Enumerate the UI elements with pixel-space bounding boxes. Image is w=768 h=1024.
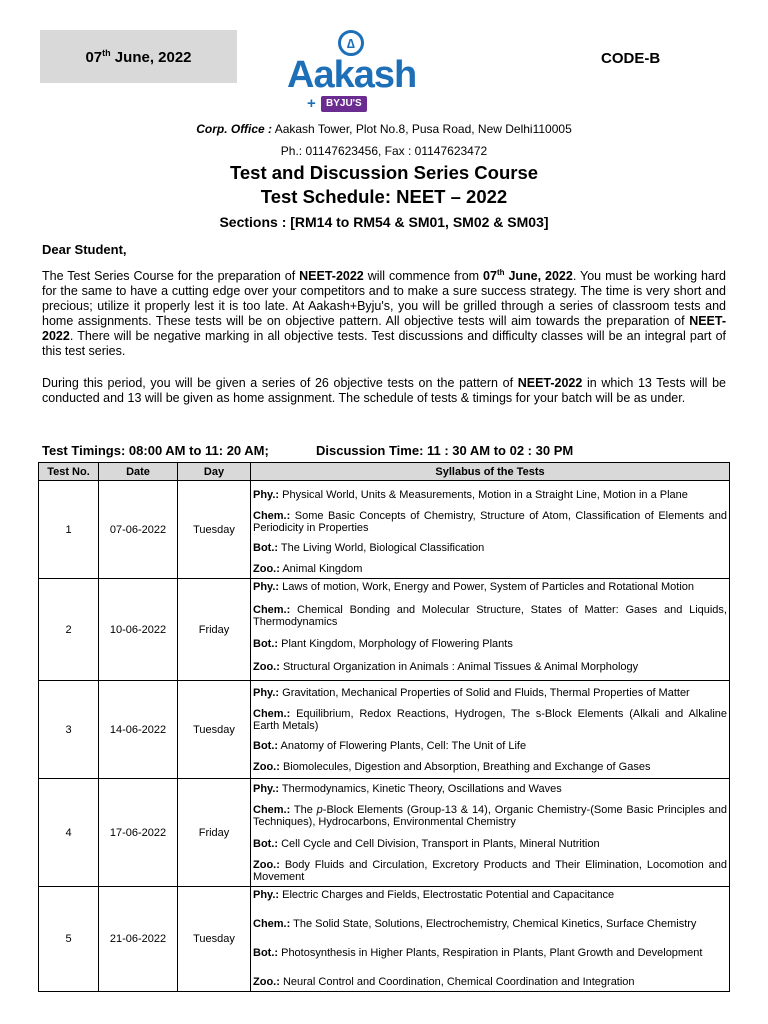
schedule-table xyxy=(38,462,730,992)
chem-line: Chem.: The Solid State, Solutions, Electrochemistry, Chemical Kinetics, Surface Chemistry xyxy=(253,918,697,930)
bot-line: Bot.: Plant Kingdom, Morphology of Flowering Plants xyxy=(253,638,513,651)
header-date: 07th June, 2022 xyxy=(85,47,192,66)
zoo-line: Zoo.: Neural Control and Coordination, Chemical Coordination and Integration xyxy=(253,976,635,988)
phy-line: Phy.: Physical World, Units & Measurements, Motion in a Straight Line, Motion in a Plane xyxy=(253,489,688,501)
header-date: Date xyxy=(99,463,178,481)
syllabus-cell xyxy=(251,779,730,887)
logo-partner: BYJU'S xyxy=(321,96,367,112)
syllabus-cell xyxy=(251,681,730,779)
test-day: Friday xyxy=(178,579,251,681)
schedule-paragraph: During this period, you will be given a series of 26 objective tests on the pattern of NEET-2022 in which 13 Tests will be conducted and 13 will be given as home assignment. The schedule of tests & timings for your batch will be as under. xyxy=(42,376,727,405)
bot-line: Bot.: The Living World, Biological Classification xyxy=(253,542,485,555)
date-box xyxy=(40,30,237,83)
discussion-timings: Discussion Time: 11 : 30 AM to 02 : 30 PM xyxy=(316,443,574,458)
test-timings: Test Timings: 08:00 AM to 11: 20 AM; xyxy=(42,443,269,458)
phy-line: Phy.: Electric Charges and Fields, Electrostatic Potential and Capacitance xyxy=(253,889,615,901)
chem-line: Chem.: Chemical Bonding and Molecular Structure, States of Matter: Gases and Liquids, Thermodynamics xyxy=(253,603,727,628)
paper-code: CODE-B xyxy=(601,50,661,67)
test-date: 07-06-2022 xyxy=(99,481,178,579)
syllabus-cell xyxy=(251,481,730,579)
syllabus-cell xyxy=(251,887,730,992)
table-row xyxy=(39,579,730,681)
office-phone: Ph.: 01147623456, Fax : 01147623472 xyxy=(280,144,488,158)
chem-line: Chem.: Equilibrium, Redox Reactions, Hydrogen, The s-Block Elements (Alkali and Alkaline Earth Metals) xyxy=(253,707,727,732)
test-no: 3 xyxy=(39,681,99,779)
table-row xyxy=(39,681,730,779)
test-day: Tuesday xyxy=(178,887,251,992)
phy-line: Phy.: Gravitation, Mechanical Properties of Solid and Fluids, Thermal Properties of Matter xyxy=(253,687,690,699)
zoo-line: Zoo.: Structural Organization in Animals : Animal Tissues & Animal Morphology xyxy=(253,660,639,673)
header-syllabus: Syllabus of the Tests xyxy=(251,463,730,481)
table-row xyxy=(39,481,730,579)
chem-line: Chem.: The p-Block Elements (Group-13 & 14), Organic Chemistry-(Some Basic Principles and Techniques), Hydrocarbons, Environmental Chemistry xyxy=(253,804,727,829)
test-no: 5 xyxy=(39,887,99,992)
phy-line: Phy.: Laws of motion, Work, Energy and Power, System of Particles and Rotational Motion xyxy=(253,581,695,593)
sections-line: Sections : [RM14 to RM54 & SM01, SM02 & SM03] xyxy=(219,214,549,230)
header-test-no: Test No. xyxy=(39,463,99,481)
test-no: 2 xyxy=(39,579,99,681)
zoo-line: Zoo.: Animal Kingdom xyxy=(253,562,363,575)
test-day: Tuesday xyxy=(178,481,251,579)
test-date: 21-06-2022 xyxy=(99,887,178,992)
test-day: Tuesday xyxy=(178,681,251,779)
page-subtitle: Test Schedule: NEET – 2022 xyxy=(260,186,508,207)
page-title: Test and Discussion Series Course xyxy=(229,162,539,183)
table-header-row xyxy=(39,463,730,481)
aakash-byjus-logo xyxy=(283,30,423,116)
logo-brand: Aakash xyxy=(287,54,417,96)
test-no: 4 xyxy=(39,779,99,887)
test-date: 14-06-2022 xyxy=(99,681,178,779)
aakash-emblem-icon: ∆ xyxy=(338,30,364,56)
syllabus-cell xyxy=(251,579,730,681)
bot-line: Bot.: Cell Cycle and Cell Division, Transport in Plants, Mineral Nutrition xyxy=(253,837,600,850)
header-day: Day xyxy=(178,463,251,481)
zoo-line: Zoo.: Body Fluids and Circulation, Excretory Products and Their Elimination, Locomotion and Movement xyxy=(253,858,727,883)
test-date: 17-06-2022 xyxy=(99,779,178,887)
chem-line: Chem.: Some Basic Concepts of Chemistry, Structure of Atom, Classification of Elements and Periodicity in Properties xyxy=(253,509,727,534)
logo-plus: + xyxy=(307,95,316,112)
bot-line: Bot.: Anatomy of Flowering Plants, Cell: The Unit of Life xyxy=(253,740,527,753)
phy-line: Phy.: Thermodynamics, Kinetic Theory, Oscillations and Waves xyxy=(253,783,562,795)
intro-paragraph: The Test Series Course for the preparation of NEET-2022 will commence from 07th June, 2022. You must be working hard for the same to have a cutting edge over your competitors and to make a sure success strategy. The time is very short and precious; utilize it properly lest it is too late. At Aakash+Byju's, you will be grilled through a series of classroom tests and home assignments. These tests will be on objective pattern. All objective tests will aim towards the preparation of NEET-2022. There will be negative marking in all objective tests. Test discussions and difficulty classes will be an integral part of this test series. xyxy=(42,268,726,359)
timings-line xyxy=(42,443,574,458)
bot-line: Bot.: Photosynthesis in Higher Plants, Respiration in Plants, Plant Growth and Development xyxy=(253,947,703,959)
test-no: 1 xyxy=(39,481,99,579)
greeting: Dear Student, xyxy=(42,242,127,257)
table-row xyxy=(39,887,730,992)
zoo-line: Zoo.: Biomolecules, Digestion and Absorption, Breathing and Exchange of Gases xyxy=(253,760,651,773)
office-address: Corp. Office : Aakash Tower, Plot No.8, Pusa Road, New Delhi110005 xyxy=(196,122,572,136)
test-date: 10-06-2022 xyxy=(99,579,178,681)
test-day: Friday xyxy=(178,779,251,887)
table-row xyxy=(39,779,730,887)
